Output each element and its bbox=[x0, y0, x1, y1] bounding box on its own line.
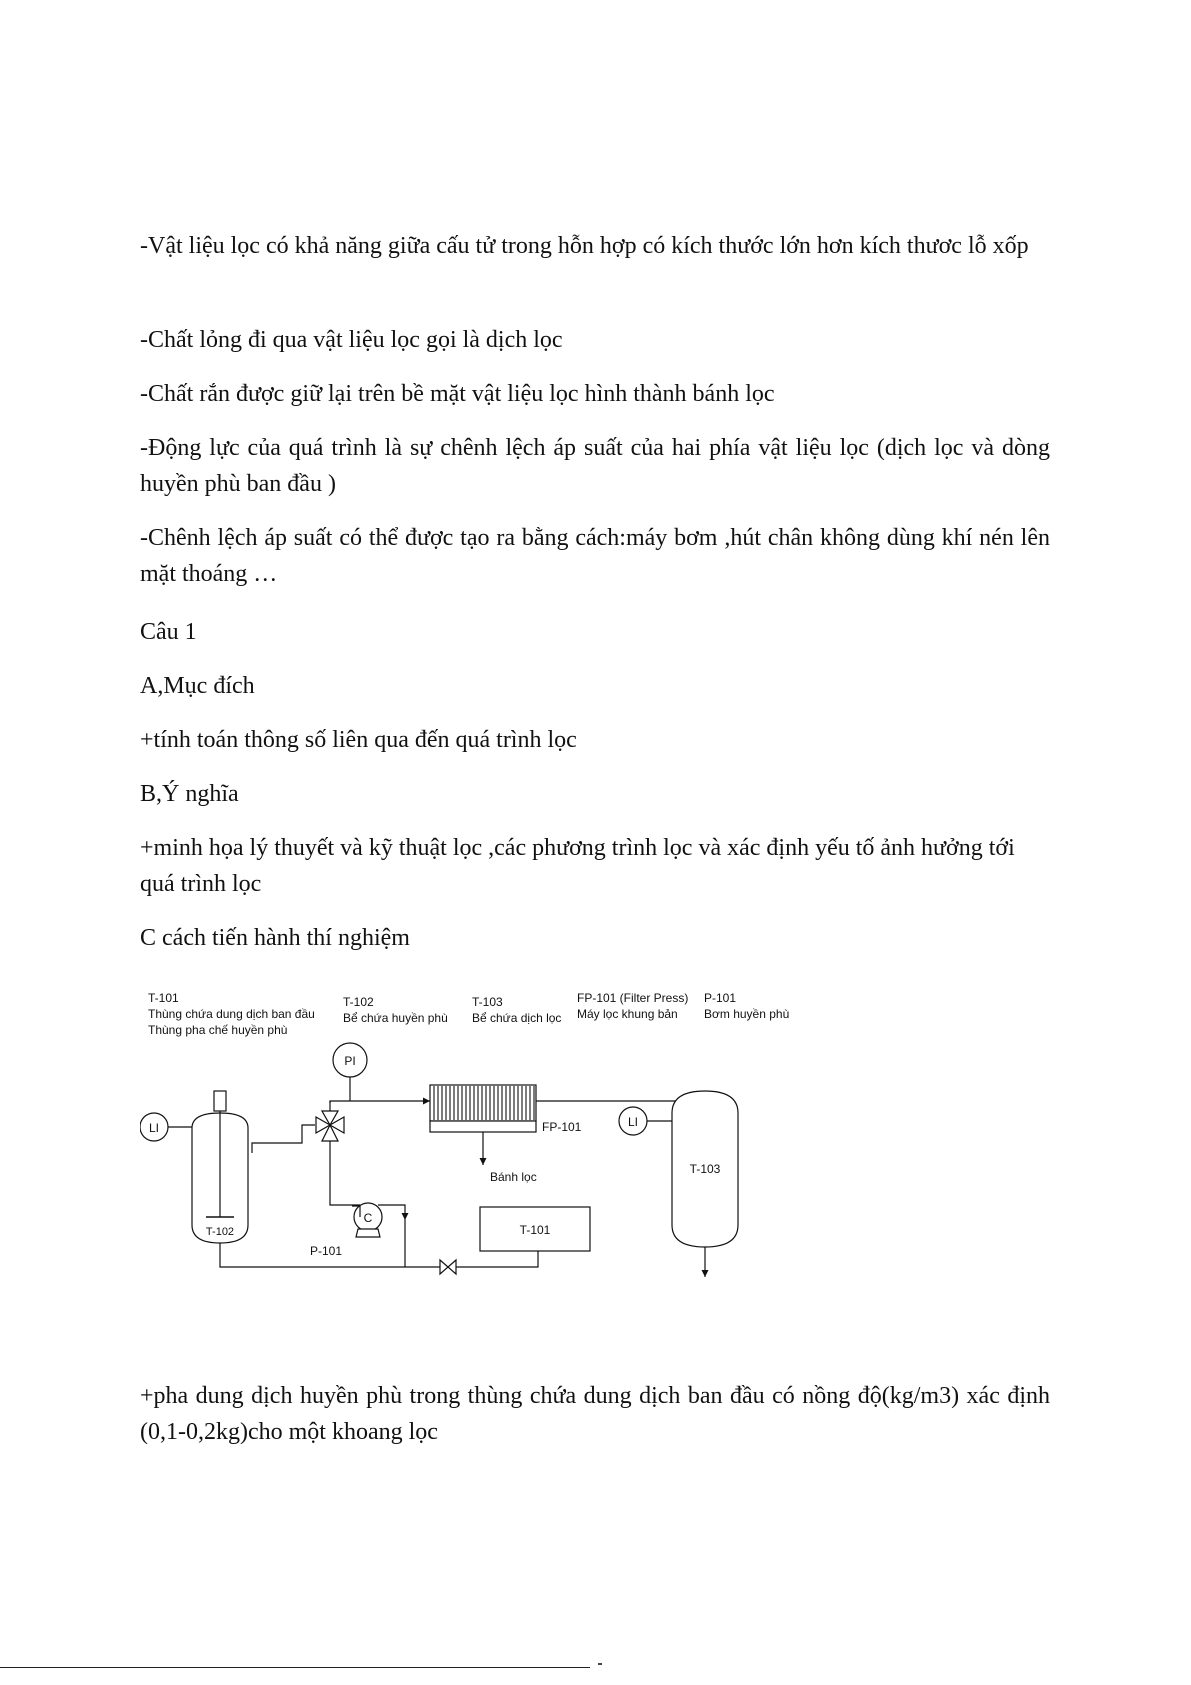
paragraph-filtrate: -Chất lỏng đi qua vật liệu lọc gọi là dịch lọc bbox=[140, 327, 563, 353]
control-valve-icon bbox=[316, 1111, 344, 1141]
heading-meaning: B,Ý nghĩa bbox=[140, 781, 239, 807]
pump-base bbox=[356, 1229, 380, 1237]
fp101-label: FP-101 bbox=[542, 1120, 582, 1134]
pi-label: PI bbox=[344, 1054, 356, 1068]
legend-fp101-code: FP-101 (Filter Press) bbox=[577, 991, 689, 1005]
t103-label: T-103 bbox=[689, 1162, 721, 1176]
heading-question-1: Câu 1 bbox=[140, 619, 197, 645]
manual-valve-icon bbox=[440, 1260, 456, 1274]
pipe-valve-to-pump bbox=[330, 1141, 360, 1205]
heading-purpose: A,Mục đích bbox=[140, 673, 255, 699]
tank-t101 bbox=[480, 1207, 590, 1251]
footer-mark bbox=[598, 1663, 602, 1665]
legend-t102-desc: Bể chứa huyền phù bbox=[343, 1011, 448, 1025]
legend-t102-code: T-102 bbox=[343, 995, 374, 1009]
footer-rule bbox=[0, 1667, 590, 1668]
filtration-process-diagram bbox=[140, 985, 820, 1355]
filter-press-base bbox=[430, 1121, 536, 1132]
tank-t103 bbox=[672, 1091, 738, 1247]
paragraph-pressure-difference: -Chênh lệch áp suất có thể được tạo ra bằng cách:máy bơm ,hút chân không dùng khí nén lên mặt thoáng … bbox=[140, 525, 1050, 587]
pipe-to-t101 bbox=[456, 1251, 538, 1267]
paragraph-filter-cake: -Chất rắn được giữ lại trên bề mặt vật liệu lọc hình thành bánh lọc bbox=[140, 381, 775, 407]
legend-t103-desc: Bể chứa dịch lọc bbox=[472, 1011, 562, 1025]
li-right-label: LI bbox=[627, 1115, 639, 1129]
banh-loc-label: Bánh lọc bbox=[490, 1170, 537, 1184]
li-left-label: LI bbox=[148, 1121, 160, 1135]
paragraph-prepare-suspension: +pha dung dịch huyền phù trong thùng chứa dung dịch ban đầu có nồng độ(kg/m3) xác định (0,1-0,2kg)cho một khoang lọc bbox=[140, 1383, 1050, 1445]
paragraph-filter-material: -Vật liệu lọc có khả năng giữa cấu tử trong hỗn hợp có kích thước lớn hơn kích thươc lỗ xốp bbox=[140, 233, 1029, 259]
paragraph-meaning: +minh họa lý thuyết và kỹ thuật lọc ,các phương trình lọc và xác định yếu tố ảnh hưởng tới quá trình lọc bbox=[140, 835, 1015, 897]
p101-label: P-101 bbox=[310, 1244, 343, 1258]
legend-t101-line1: Thùng chứa dung dịch ban đầu bbox=[148, 1007, 315, 1021]
level-indicator-right bbox=[619, 1107, 647, 1135]
heading-procedure: C cách tiến hành thí nghiệm bbox=[140, 925, 410, 951]
legend-fp101-desc: Máy lọc khung bản bbox=[577, 1007, 678, 1021]
paragraph-driving-force: -Động lực của quá trình là sự chênh lệch áp suất của hai phía vật liệu lọc (dịch lọc và dòng huyền phù ban đầu ) bbox=[140, 435, 1050, 497]
level-indicator-left bbox=[140, 1113, 168, 1141]
pump-p101 bbox=[310, 1203, 382, 1258]
legend-p101-desc: Bơm huyền phù bbox=[704, 1007, 790, 1021]
t101-label: T-101 bbox=[519, 1223, 551, 1237]
pipe-t102-to-valve bbox=[252, 1125, 315, 1153]
pressure-indicator bbox=[333, 1043, 367, 1077]
t102-label: T-102 bbox=[205, 1226, 235, 1238]
paragraph-purpose: +tính toán thông số liên qua đến quá trình lọc bbox=[140, 727, 577, 753]
agitator-motor-icon bbox=[214, 1091, 226, 1111]
legend-p101-code: P-101 bbox=[704, 991, 737, 1005]
legend-t101-code: T-101 bbox=[148, 991, 179, 1005]
diagram-legend bbox=[148, 991, 789, 1037]
legend-t103-code: T-103 bbox=[472, 995, 503, 1009]
legend-t101-line2: Thùng pha chế huyền phù bbox=[148, 1023, 288, 1037]
tank-t102 bbox=[192, 1091, 248, 1243]
filter-press-fp101 bbox=[430, 1085, 582, 1184]
pipe-valve-to-filter bbox=[330, 1101, 430, 1111]
pump-c-label: C bbox=[363, 1211, 373, 1225]
